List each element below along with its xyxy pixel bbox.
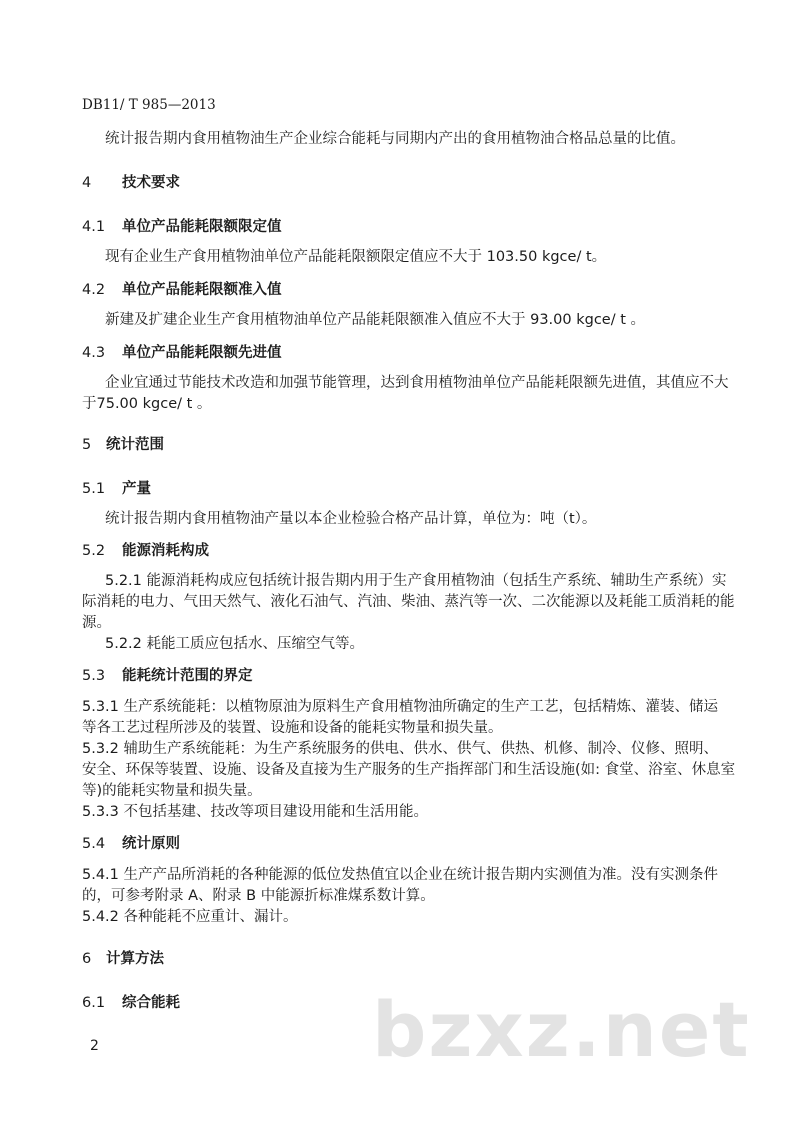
- clause-5-4-1-line-1: 5.4.1 生产产品所消耗的各种能源的低位发热值宜以企业在统计报告期内实测值为准。没有实测条件: [82, 867, 718, 883]
- clause-5-3-1-line-1: 5.3.1 生产系统能耗：以植物原油为原料生产食用植物油所确定的生产工艺，包括精炼、灌装、储运: [82, 699, 718, 715]
- clause-5-2-2: 5.2.2 耗能工质应包括水、压缩空气等。: [105, 636, 365, 652]
- section-title: 能源消耗构成: [122, 543, 209, 559]
- page-number: 2: [90, 1038, 99, 1054]
- section-heading-5-2: [82, 541, 209, 561]
- section-heading-6-1: [82, 993, 180, 1013]
- section-heading-5-4: [82, 834, 180, 854]
- section-number: 6: [82, 951, 92, 967]
- section-title: 单位产品能耗限额先进值: [122, 345, 282, 361]
- section-title: 能耗统计范围的界定: [122, 668, 253, 684]
- clause-5-3-1-line-2: 等各工艺过程所涉及的装置、设施和设备的能耗实物量和损失量。: [82, 720, 503, 736]
- section-number: 4: [82, 175, 92, 191]
- clause-5-2-1-line-1: 5.2.1 能源消耗构成应包括统计报告期内用于生产食用植物油（包括生产系统、辅助生产系统）实: [105, 573, 727, 589]
- paragraph-4-3-line-1: 企业宜通过节能技术改造和加强节能管理，达到食用植物油单位产品能耗限额先进值，其值应不大: [105, 375, 729, 391]
- clause-5-2-1-line-3: 源。: [82, 615, 111, 631]
- paragraph-4-2: 新建及扩建企业生产食用植物油单位产品能耗限额准入值应不大于 93.00 kgce/ t 。: [105, 312, 646, 328]
- section-number: 5.2: [82, 543, 106, 559]
- section-heading-4-3: [82, 343, 282, 363]
- section-number: 6.1: [82, 995, 106, 1011]
- section-title: 产量: [122, 481, 151, 497]
- paragraph-4-3-line-2: 于75.00 kgce/ t 。: [82, 396, 212, 412]
- section-title: 统计范围: [106, 437, 164, 453]
- section-heading-4-2: [82, 280, 282, 300]
- paragraph-4-1: 现有企业生产食用植物油单位产品能耗限额限定值应不大于 103.50 kgce/ t。: [105, 249, 607, 265]
- clause-5-2-1-line-2: 际消耗的电力、气田天然气、液化石油气、汽油、柴油、蒸汽等一次、二次能源以及耗能工质消耗的能: [82, 594, 735, 610]
- section-number: 5.4: [82, 836, 106, 852]
- section-number: 4.3: [82, 345, 106, 361]
- clause-5-3-2-line-2: 安全、环保等装置、设施、设备及直接为生产服务的生产指挥部门和生活设施(如: 食堂、浴室、休息室: [82, 762, 736, 778]
- standard-code: DB11/ T 985—2013: [82, 97, 216, 113]
- section-number: 5: [82, 437, 92, 453]
- definition-text: 统计报告期内食用植物油生产企业综合能耗与同期内产出的食用植物油合格品总量的比值。: [105, 131, 685, 147]
- section-title: 单位产品能耗限额准入值: [122, 282, 282, 298]
- section-title: 计算方法: [106, 951, 164, 967]
- section-number: 4.2: [82, 282, 106, 298]
- section-heading-4-1: [82, 217, 282, 237]
- clause-5-3-3: 5.3.3 不包括基建、技改等项目建设用能和生活用能。: [82, 804, 429, 820]
- clause-5-4-1-line-2: 的，可参考附录 A、附录 B 中能源折标准煤系数计算。: [82, 888, 435, 904]
- clause-5-3-2-line-3: 等)的能耗实物量和损失量。: [82, 783, 262, 799]
- clause-5-3-2-line-1: 5.3.2 辅助生产系统能耗：为生产系统服务的供电、供水、供气、供热、机修、制冷、仪修、照明、: [82, 741, 718, 757]
- section-title: 单位产品能耗限额限定值: [122, 219, 282, 235]
- section-heading-5: [82, 435, 164, 455]
- paragraph-5-1: 统计报告期内食用植物油产量以本企业检验合格产品计算，单位为：吨（t）。: [105, 511, 597, 527]
- watermark: bzxz.net: [372, 985, 751, 1074]
- section-heading-6: [82, 949, 164, 969]
- section-number: 4.1: [82, 219, 106, 235]
- section-title: 技术要求: [122, 175, 180, 191]
- section-number: 5.3: [82, 668, 106, 684]
- section-title: 统计原则: [122, 836, 180, 852]
- section-title: 综合能耗: [122, 995, 180, 1011]
- section-number: 5.1: [82, 481, 106, 497]
- clause-5-4-2: 5.4.2 各种能耗不应重计、漏计。: [82, 909, 298, 925]
- section-heading-5-3: [82, 666, 253, 686]
- section-heading-5-1: [82, 479, 151, 499]
- section-heading-4: [82, 173, 180, 193]
